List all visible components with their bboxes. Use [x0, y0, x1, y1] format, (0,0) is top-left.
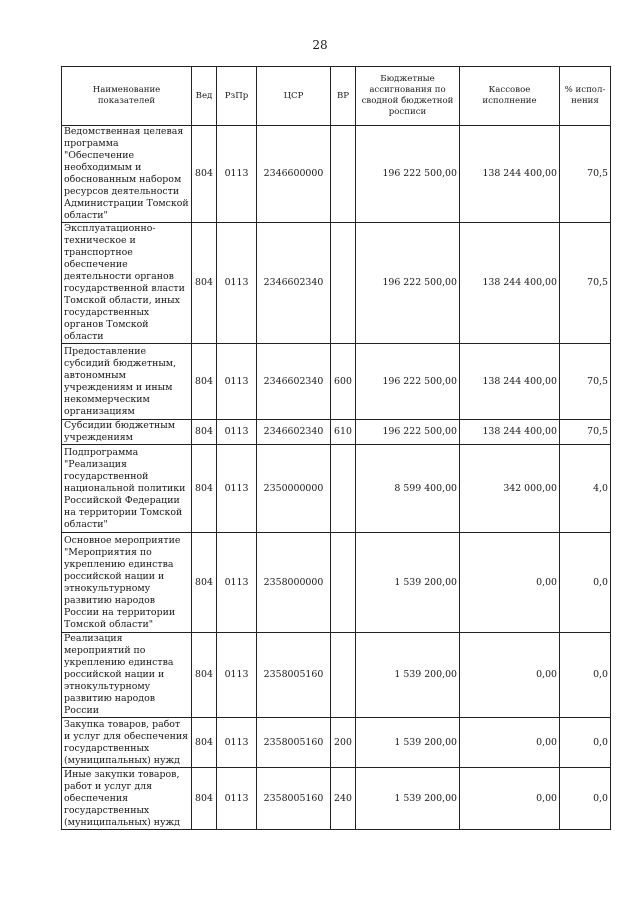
table-row	[62, 445, 611, 533]
row-vr	[331, 223, 356, 344]
row-name: Иные закупки товаров, работ и услуг для обеспечения государственных (муниципальных) нужд	[62, 768, 192, 830]
row-rzpr: 0113	[217, 445, 257, 533]
table-row	[62, 633, 611, 718]
row-ved: 804	[192, 768, 217, 830]
header-ved: Вед	[192, 67, 217, 126]
header-pct: % испол-нения	[560, 67, 611, 126]
row-cash: 138 244 400,00	[460, 223, 560, 344]
table-row	[62, 420, 611, 445]
row-cash: 0,00	[460, 533, 560, 633]
row-rzpr: 0113	[217, 718, 257, 768]
row-cash: 0,00	[460, 718, 560, 768]
row-csr: 2346602340	[257, 420, 331, 445]
row-ved: 804	[192, 633, 217, 718]
table-row	[62, 768, 611, 830]
row-rzpr: 0113	[217, 126, 257, 223]
row-vr: 610	[331, 420, 356, 445]
page-number: 28	[312, 38, 328, 52]
row-ved: 804	[192, 223, 217, 344]
row-pct: 0,0	[560, 633, 611, 718]
row-budget: 196 222 500,00	[356, 420, 460, 445]
row-budget: 196 222 500,00	[356, 344, 460, 420]
row-rzpr: 0113	[217, 768, 257, 830]
row-ved: 804	[192, 533, 217, 633]
table-header-row	[62, 67, 611, 126]
header-csr: ЦСР	[257, 67, 331, 126]
row-vr	[331, 445, 356, 533]
row-vr	[331, 533, 356, 633]
row-budget: 1 539 200,00	[356, 768, 460, 830]
table-row	[62, 223, 611, 344]
table-row	[62, 126, 611, 223]
row-pct: 0,0	[560, 768, 611, 830]
row-name: Основное мероприятие "Мероприятия по укреплению единства российской нации и этнокультурному развитию народов России на территории Томской области"	[62, 533, 192, 633]
row-name: Ведомственная целевая программа "Обеспечение необходимым и обоснованным набором ресурсов деятельности Администрации Томской области"	[62, 126, 192, 223]
row-budget: 1 539 200,00	[356, 533, 460, 633]
row-csr: 2358005160	[257, 718, 331, 768]
row-vr: 200	[331, 718, 356, 768]
row-pct: 70,5	[560, 420, 611, 445]
row-csr: 2350000000	[257, 445, 331, 533]
row-name: Предоставление субсидий бюджетным, автономным учреждениям и иным некоммерческим организациям	[62, 344, 192, 420]
header-vr: ВР	[331, 67, 356, 126]
row-vr	[331, 633, 356, 718]
header-name: Наименование показателей	[62, 67, 192, 126]
row-name: Субсидии бюджетным учреждениям	[62, 420, 192, 445]
table-row	[62, 718, 611, 768]
row-rzpr: 0113	[217, 633, 257, 718]
table-row	[62, 344, 611, 420]
row-vr: 600	[331, 344, 356, 420]
row-name: Подпрограмма "Реализация государственной национальной политики Российской Федерации на территории Томской области"	[62, 445, 192, 533]
budget-execution-table	[61, 66, 611, 830]
row-ved: 804	[192, 420, 217, 445]
row-csr: 2346600000	[257, 126, 331, 223]
row-name: Эксплуатационно-техническое и транспортное обеспечение деятельности органов государственной власти Томской области, иных государственных органов Томской области	[62, 223, 192, 344]
row-rzpr: 0113	[217, 533, 257, 633]
row-cash: 138 244 400,00	[460, 126, 560, 223]
row-rzpr: 0113	[217, 344, 257, 420]
row-csr: 2358000000	[257, 533, 331, 633]
row-csr: 2358005160	[257, 768, 331, 830]
row-budget: 1 539 200,00	[356, 718, 460, 768]
row-name: Закупка товаров, работ и услуг для обеспечения государственных (муниципальных) нужд	[62, 718, 192, 768]
row-pct: 4,0	[560, 445, 611, 533]
row-cash: 138 244 400,00	[460, 420, 560, 445]
row-ved: 804	[192, 126, 217, 223]
header-budget: Бюджетные ассигнования по сводной бюджетной росписи	[356, 67, 460, 126]
header-rzpr: РзПр	[217, 67, 257, 126]
row-rzpr: 0113	[217, 223, 257, 344]
row-pct: 70,5	[560, 223, 611, 344]
row-vr: 240	[331, 768, 356, 830]
row-csr: 2346602340	[257, 344, 331, 420]
row-pct: 70,5	[560, 344, 611, 420]
row-cash: 342 000,00	[460, 445, 560, 533]
table-row	[62, 533, 611, 633]
row-pct: 0,0	[560, 533, 611, 633]
row-csr: 2346602340	[257, 223, 331, 344]
row-pct: 70,5	[560, 126, 611, 223]
row-csr: 2358005160	[257, 633, 331, 718]
header-cash: Кассовое исполнение	[460, 67, 560, 126]
row-cash: 138 244 400,00	[460, 344, 560, 420]
row-rzpr: 0113	[217, 420, 257, 445]
row-pct: 0,0	[560, 718, 611, 768]
row-name: Реализация мероприятий по укреплению единства российской нации и этнокультурному развитию народов России	[62, 633, 192, 718]
row-cash: 0,00	[460, 633, 560, 718]
row-budget: 196 222 500,00	[356, 223, 460, 344]
row-ved: 804	[192, 718, 217, 768]
row-ved: 804	[192, 344, 217, 420]
row-budget: 8 599 400,00	[356, 445, 460, 533]
row-budget: 196 222 500,00	[356, 126, 460, 223]
row-budget: 1 539 200,00	[356, 633, 460, 718]
row-vr	[331, 126, 356, 223]
row-ved: 804	[192, 445, 217, 533]
row-cash: 0,00	[460, 768, 560, 830]
